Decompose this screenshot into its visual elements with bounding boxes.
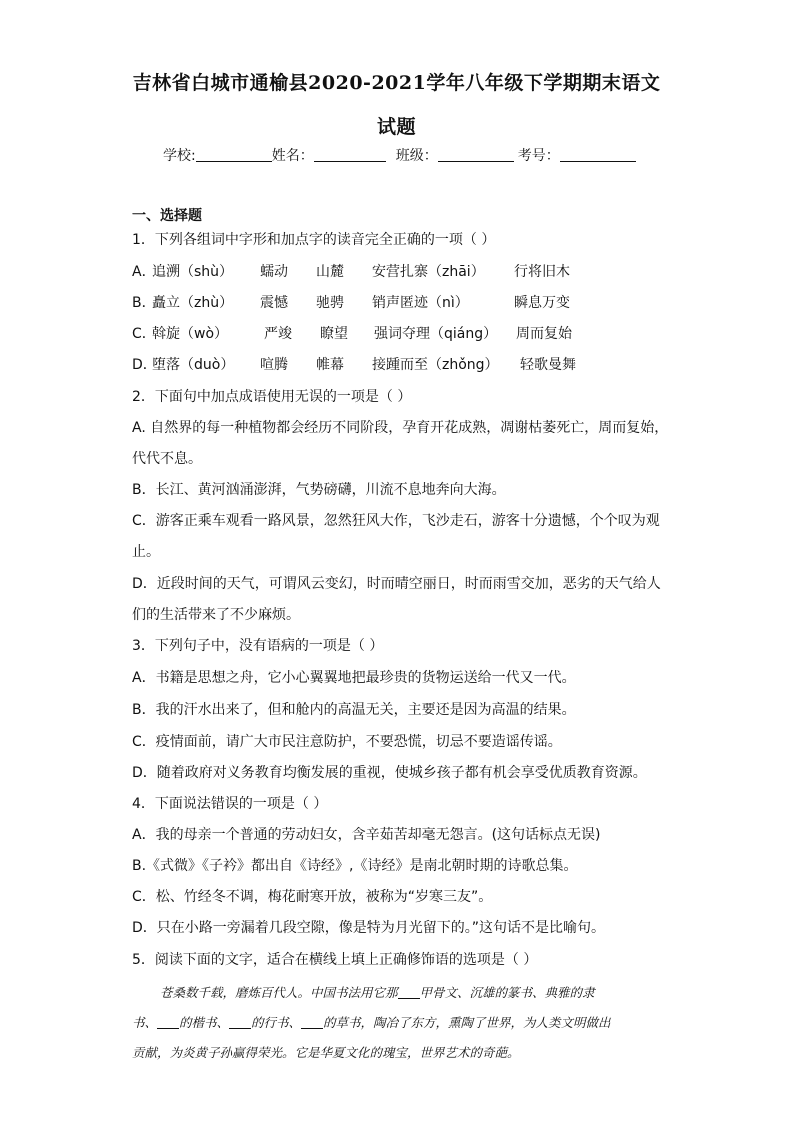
blank-3 xyxy=(229,1016,251,1029)
q3-option-b: B．我的汗水出来了，但和舱内的高温无关，主要还是因为高温的结果。 xyxy=(132,702,576,718)
name-label: 姓名： xyxy=(271,148,314,164)
number-label: 考号： xyxy=(517,148,560,164)
q3-option-d: D．随着政府对义务教育均衡发展的重视，使城乡孩子都有机会享受优质教育资源。 xyxy=(132,765,647,781)
q4-option-b: B.《式微》《子衿》都出自《诗经》,《诗经》是南北朝时期的诗歌总集。 xyxy=(132,858,578,874)
q2-option-c-cont: 止。 xyxy=(132,544,160,560)
q4-stem: 4．下面说法错误的一项是（ ） xyxy=(132,796,328,812)
q1-stem: 1．下列各组词中字形和加点字的读音完全正确的一项（ ） xyxy=(132,232,496,248)
section-heading: 一、选择题 xyxy=(132,208,202,224)
q2-option-a-cont: 代代不息。 xyxy=(132,451,202,467)
q1-option-d: D．堕落（duò） 喧腾 帷幕 接踵而至（zhǒng） 轻歌曼舞 xyxy=(132,357,576,373)
class-blank xyxy=(438,147,514,162)
school-blank xyxy=(196,147,272,162)
blank-2 xyxy=(157,1016,179,1029)
q2-option-b: B．长江、黄河汹涌澎湃，气势磅礴，川流不息地奔向大海。 xyxy=(132,482,506,498)
exam-title-line2: 试题 xyxy=(376,116,416,138)
class-label: 班级： xyxy=(395,148,438,164)
q3-option-a: A．书籍是思想之舟，它小心翼翼地把最珍贵的货物运送给一代又一代。 xyxy=(132,670,576,686)
q4-option-d: D．只在小路一旁漏着几段空隙，像是特为月光留下的。”这句话不是比喻句。 xyxy=(132,920,606,936)
q3-stem: 3．下列句子中，没有语病的一项是（ ） xyxy=(132,638,384,654)
student-info-row xyxy=(163,145,636,165)
q4-option-a: A．我的母亲一个普通的劳动妇女，含辛茹苦却毫无怨言。(这句话标点无误) xyxy=(132,827,601,843)
q1-option-a: A．追溯（shù） 蠕动 山麓 安营扎寨（zhāi） 行将旧木 xyxy=(132,264,570,280)
blank-4 xyxy=(301,1016,323,1029)
blank-1 xyxy=(398,986,420,999)
q3-option-c: C．疫情面前，请广大市民注意防护，不要恐慌，切忌不要造谣传谣。 xyxy=(132,734,562,750)
q2-option-a: A. 自然界的每一种植物都会经历不同阶段，孕育开花成熟，凋谢枯萎死亡，周而复始， xyxy=(132,420,669,436)
q5-passage-line2: 书、 的楷书、 的行书、 的草书，陶冶了东方，熏陶了世界，为人类文明做出 xyxy=(132,1015,611,1030)
number-blank xyxy=(560,147,636,162)
q5-stem: 5．阅读下面的文字，适合在横线上填上正确修饰语的选项是（ ） xyxy=(132,952,538,968)
school-label: 学校: xyxy=(163,148,196,164)
q1-option-b: B．矗立（zhù） 震憾 驰骋 销声匿迹（nì） 瞬息万变 xyxy=(132,295,570,311)
q2-option-d-cont: 们的生活带来了不少麻烦。 xyxy=(132,607,300,623)
q1-option-c: C．斡旋（wò） 严竣 瞭望 强词夺理（qiáng） 周而复始 xyxy=(132,326,572,342)
q2-option-d: D．近段时间的天气，可谓风云变幻，时而晴空丽日，时而雨雪交加，恶劣的天气给人 xyxy=(132,576,661,592)
q4-option-c: C．松、竹经冬不调，梅花耐寒开放，被称为“岁寒三友”。 xyxy=(132,889,493,905)
q5-passage-line3: 贡献，为炎黄子孙赢得荣光。它是华夏文化的瑰宝，世界艺术的奇葩。 xyxy=(132,1045,520,1060)
q5-passage-line1: 苍桑数千载，磨炼百代人。中国书法用它那 甲骨文、沉雄的篆书、典雅的隶 xyxy=(160,985,595,1000)
exam-title-line1: 吉林省白城市通榆县2020-2021学年八年级下学期期末语文 xyxy=(132,72,661,94)
q2-option-c: C．游客正乘车观看一路风景，忽然狂风大作，飞沙走石，游客十分遗憾，个个叹为观 xyxy=(132,513,660,529)
q2-stem: 2．下面句中加点成语使用无误的一项是（ ） xyxy=(132,389,412,405)
name-blank xyxy=(314,147,386,162)
